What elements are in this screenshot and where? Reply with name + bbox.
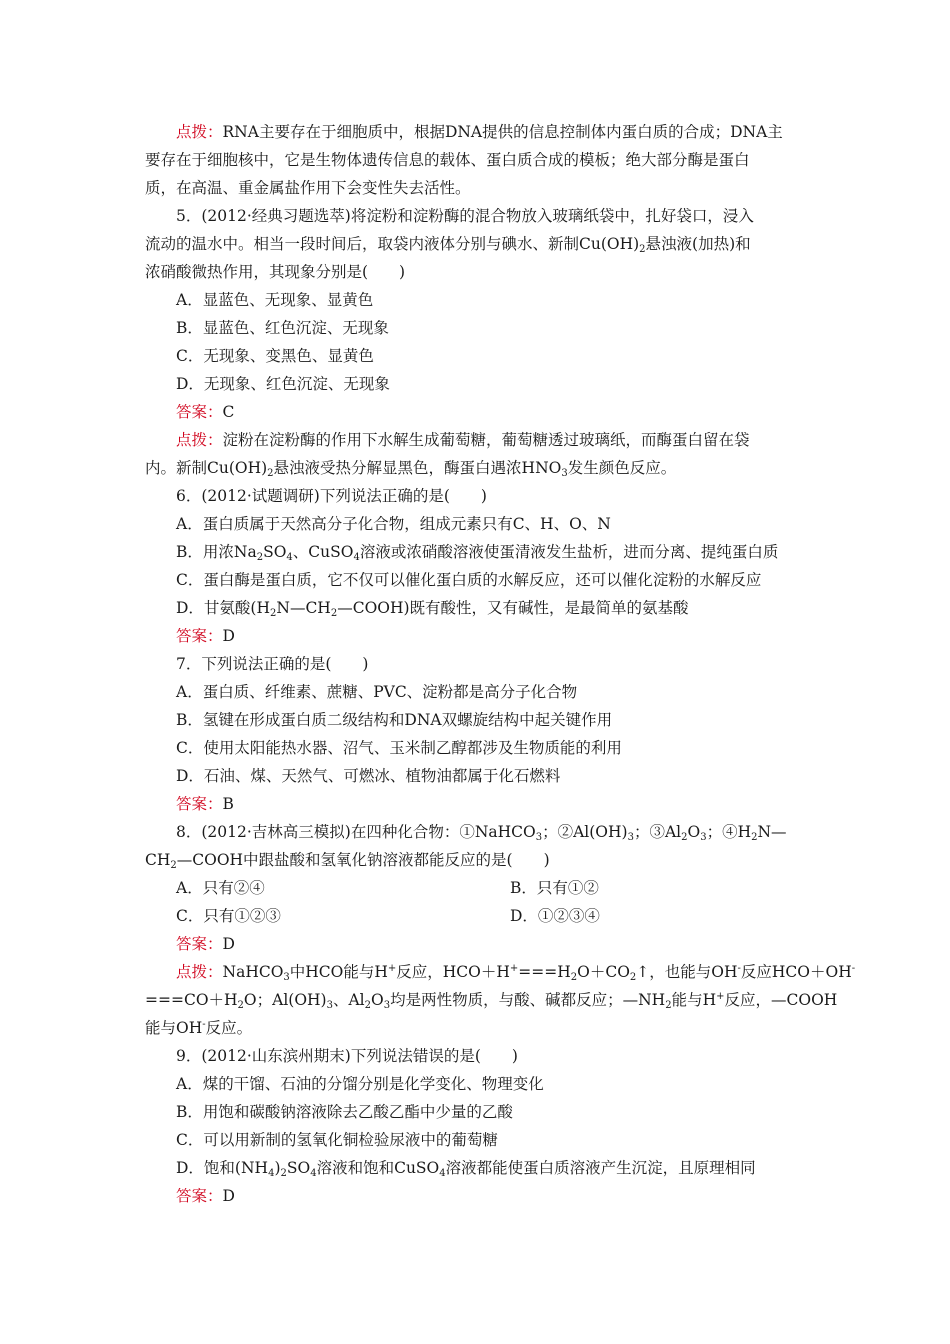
question-8-stem-line-1 <box>176 818 846 846</box>
subscript: 3 <box>326 1000 333 1011</box>
hint-rna-line-2: 要存在于细胞核中，它是生物体遗传信息的载体、蛋白质合成的模板；绝大部分酶是蛋白 <box>145 151 750 169</box>
text-segment: D．甘氨酸(H <box>176 599 270 617</box>
question-5-option-d: D．无现象、红色沉淀、无现象 <box>176 375 390 393</box>
text-segment: 溶液或浓硝酸溶液使蛋清液发生盐析，进而分离、提纯蛋白质 <box>359 543 779 561</box>
text-segment: 能与H <box>671 991 717 1009</box>
subscript: 2 <box>330 608 338 619</box>
text-segment: 、Al <box>332 991 365 1009</box>
hint-text: 淀粉在淀粉酶的作用下水解生成葡萄糖，葡萄糖透过玻璃纸，而酶蛋白留在袋 <box>222 431 750 449</box>
text-segment: 流动的温水中。相当一段时间后，取袋内液体分别与碘水、新制Cu(OH) <box>145 235 640 253</box>
hint-label: 点拨： <box>176 123 223 141</box>
subscript: 2 <box>280 1168 287 1179</box>
question-8-hint-line-1 <box>176 958 856 986</box>
text-segment: 溶液都能使蛋白质溶液产生沉淀，且原理相同 <box>445 1159 756 1177</box>
question-9-option-a: A．煤的干馏、石油的分馏分别是化学变化、物理变化 <box>176 1075 544 1093</box>
text-segment: SO <box>286 1159 311 1177</box>
text-segment: 反应，—COOH <box>724 991 838 1009</box>
question-9-stem: 9．(2012·山东滨州期末)下列说法错误的是( ) <box>176 1047 518 1065</box>
text-segment: SO <box>263 543 287 561</box>
text-segment: 均是两性物质，与酸、碱都反应；—NH <box>390 991 666 1009</box>
answer-label: 答案： <box>176 795 223 813</box>
text-segment: 能与OH <box>145 1019 203 1037</box>
answer-value: D <box>222 1187 235 1205</box>
question-7-stem: 7．下列说法正确的是( ) <box>176 655 369 673</box>
question-8-hint-line-3 <box>145 1014 815 1042</box>
question-6-option-a: A．蛋白质属于天然高分子化合物，组成元素只有C、H、O、N <box>176 515 611 533</box>
text-segment: 反应HCO＋OH <box>740 963 852 981</box>
text-segment: ；②Al(OH) <box>542 823 628 841</box>
subscript: 2 <box>629 972 637 983</box>
question-8-stem-line-2 <box>145 846 815 874</box>
question-7-answer <box>176 790 846 818</box>
question-7-option-d: D．石油、煤、天然气、可燃冰、植物油都属于化石燃料 <box>176 767 561 785</box>
text-segment: O <box>687 823 701 841</box>
subscript: 4 <box>310 1168 317 1179</box>
question-9-option-b: B．用饱和碳酸钠溶液除去乙酸乙酯中少量的乙酸 <box>176 1103 513 1121</box>
question-7-option-c: C．使用太阳能热水器、沼气、玉米制乙醇都涉及生物质能的利用 <box>176 739 622 757</box>
hint-label: 点拨： <box>176 431 223 449</box>
question-5-stem-line-2 <box>145 230 815 258</box>
superscript: - <box>851 963 856 974</box>
question-5-stem-line-1: 5．(2012·经典习题选萃)将淀粉和淀粉酶的混合物放入玻璃纸袋中，扎好袋口，浸入 <box>176 207 754 225</box>
text-segment: NaHCO <box>222 963 284 981</box>
text-segment: ；③Al <box>633 823 682 841</box>
question-6-option-c: C．蛋白酶是蛋白质，它不仅可以催化蛋白质的水解反应，还可以催化淀粉的水解反应 <box>176 571 762 589</box>
question-9-answer <box>176 1182 846 1210</box>
question-5-option-a: A．显蓝色、无现象、显黄色 <box>176 291 374 309</box>
subscript: 3 <box>561 468 568 479</box>
subscript: 2 <box>681 832 688 843</box>
text-segment: O＋CO <box>577 963 630 981</box>
question-7-option-a: A．蛋白质、纤维素、蔗糖、PVC、淀粉都是高分子化合物 <box>176 683 578 701</box>
superscript: - <box>202 1019 206 1030</box>
subscript: 3 <box>700 832 707 843</box>
question-6-stem: 6．(2012·试题调研)下列说法正确的是( ) <box>176 487 487 505</box>
subscript: 3 <box>627 832 634 843</box>
subscript: 2 <box>237 1000 244 1011</box>
answer-value: B <box>222 795 234 813</box>
question-9-option-d <box>176 1154 846 1182</box>
text-segment: 悬浊液受热分解显黑色，酶蛋白遇浓HNO <box>273 459 562 477</box>
question-8-answer <box>176 930 846 958</box>
answer-label: 答案： <box>176 403 223 421</box>
text-segment: ===CO＋H <box>145 991 238 1009</box>
subscript: 3 <box>283 972 290 983</box>
text-segment: 反应，HCO＋H <box>396 963 510 981</box>
question-9-option-c: C．可以用新制的氢氧化铜检验尿液中的葡萄糖 <box>176 1131 498 1149</box>
text-segment: 、CuSO <box>292 543 354 561</box>
text-segment: 8．(2012·吉林高三模拟)在四种化合物：①NaHCO <box>176 823 536 841</box>
subscript: 2 <box>751 832 758 843</box>
question-5-hint-line-1 <box>176 426 846 454</box>
subscript: 3 <box>383 1000 391 1011</box>
question-8-options-row-2 <box>176 902 846 930</box>
hint-text: RNA主要存在于细胞质中，根据DNA提供的信息控制体内蛋白质的合成；DNA主 <box>222 123 783 141</box>
text-segment: O <box>371 991 384 1009</box>
text-segment: N—CH <box>276 599 331 617</box>
text-segment: B．用浓Na <box>176 543 257 561</box>
question-5-option-c: C．无现象、变黑色、显黄色 <box>176 347 374 365</box>
question-5-answer <box>176 398 846 426</box>
text-segment: D．饱和(NH <box>176 1159 269 1177</box>
text-segment: —COOH)既有酸性，又有碱性，是最简单的氨基酸 <box>337 599 689 617</box>
text-segment: ) <box>274 1159 281 1177</box>
answer-value: D <box>222 627 235 645</box>
question-8-option-d: D．①②③④ <box>510 907 600 925</box>
question-5-hint-line-2 <box>145 454 815 482</box>
subscript: 4 <box>268 1168 275 1179</box>
question-6-option-d <box>176 594 846 622</box>
superscript: - <box>737 963 741 974</box>
text-segment: ↑，也能与OH <box>636 963 738 981</box>
superscript: + <box>387 963 397 974</box>
hint-label: 点拨： <box>176 963 223 981</box>
hint-rna-line-1 <box>176 118 846 146</box>
question-6-answer <box>176 622 846 650</box>
subscript: 2 <box>364 1000 372 1011</box>
text-segment: ===H <box>518 963 571 981</box>
text-segment: 溶液和饱和CuSO <box>316 1159 440 1177</box>
subscript: 2 <box>570 972 578 983</box>
question-8-hint-line-2 <box>145 986 838 1014</box>
question-8-option-c: C．只有①②③ <box>176 907 281 925</box>
text-segment: N— <box>757 823 787 841</box>
question-5-stem-line-3: 浓硝酸微热作用，其现象分别是( ) <box>145 263 406 281</box>
question-5-option-b: B．显蓝色、红色沉淀、无现象 <box>176 319 389 337</box>
subscript: 2 <box>639 244 646 255</box>
question-8-options-row-1 <box>176 874 846 902</box>
superscript: + <box>716 991 725 1002</box>
text-segment: 中HCO能与H <box>289 963 388 981</box>
answer-value: D <box>222 935 235 953</box>
subscript: 3 <box>535 832 543 843</box>
subscript: 2 <box>665 1000 672 1011</box>
subscript: 4 <box>353 552 360 563</box>
text-segment: 发生颜色反应。 <box>567 459 677 477</box>
text-segment: 反应。 <box>205 1019 253 1037</box>
answer-label: 答案： <box>176 1187 223 1205</box>
answer-value: C <box>222 403 235 421</box>
question-6-option-b <box>176 538 846 566</box>
question-7-option-b: B．氢键在形成蛋白质二级结构和DNA双螺旋结构中起关键作用 <box>176 711 613 729</box>
subscript: 2 <box>267 468 274 479</box>
text-segment: 悬浊液(加热)和 <box>645 235 751 253</box>
question-8-option-a: A．只有②④ <box>176 879 265 897</box>
text-segment: 内。新制Cu(OH) <box>145 459 268 477</box>
subscript: 2 <box>170 860 177 871</box>
text-segment: ；④H <box>706 823 752 841</box>
subscript: 4 <box>286 552 293 563</box>
subscript: 2 <box>270 608 277 619</box>
superscript: + <box>509 963 519 974</box>
answer-label: 答案： <box>176 627 223 645</box>
text-segment: O；Al(OH) <box>243 991 327 1009</box>
hint-rna-line-3: 质，在高温、重金属盐作用下会变性失去活性。 <box>145 179 471 197</box>
question-8-option-b: B．只有①② <box>510 879 599 897</box>
text-segment: CH <box>145 851 171 869</box>
answer-label: 答案： <box>176 935 223 953</box>
text-segment: —COOH中跟盐酸和氢氧化钠溶液都能反应的是( ) <box>176 851 550 869</box>
subscript: 2 <box>256 552 264 563</box>
subscript: 4 <box>439 1168 446 1179</box>
